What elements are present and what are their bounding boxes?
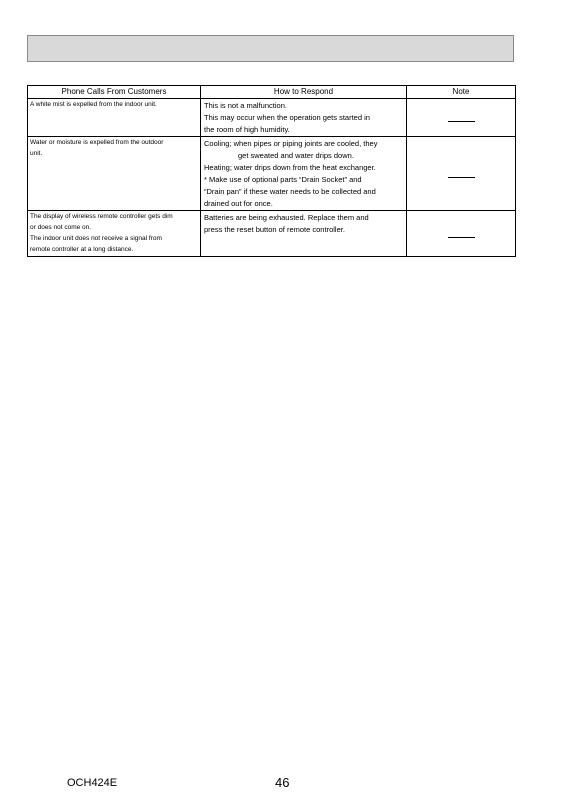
table-row — [28, 137, 516, 211]
respond-cell — [201, 137, 407, 211]
note-dash — [448, 121, 475, 122]
respond-text: This is not a malfunction. — [204, 101, 287, 110]
note-cell — [407, 137, 516, 211]
troubleshooting-table — [27, 85, 516, 257]
respond-text: Heating; water drips down from the heat exchanger. — [204, 163, 376, 172]
call-text: The indoor unit does not receive a signal from — [30, 235, 162, 242]
call-text: remote controller at a long distance. — [30, 246, 134, 253]
section-header-bar — [27, 35, 514, 62]
call-text: or does not come on. — [30, 224, 92, 231]
respond-cell — [201, 211, 407, 257]
call-text: unit. — [30, 150, 43, 157]
note-dash — [448, 177, 475, 178]
call-text: The display of wireless remote controller gets dim — [30, 213, 173, 220]
respond-text: “Drain pan” if these water needs to be collected and — [204, 187, 376, 196]
respond-text: Cooling; when pipes or piping joints are cooled, they — [204, 139, 378, 148]
table-header-row — [28, 86, 516, 99]
page-number: 46 — [275, 775, 290, 790]
call-cell — [28, 137, 201, 211]
document-code: OCH424E — [67, 777, 118, 789]
respond-text: press the reset button of remote controller. — [204, 225, 345, 234]
note-cell — [407, 99, 516, 137]
note-cell — [407, 211, 516, 257]
note-dash — [448, 237, 475, 238]
call-text: A white mist is expelled from the indoor unit. — [30, 101, 157, 108]
call-cell — [28, 99, 201, 137]
respond-text: Batteries are being exhausted. Replace them and — [204, 213, 369, 222]
call-text: Water or moisture is expelled from the outdoor — [30, 139, 164, 146]
respond-text: This may occur when the operation gets started in — [204, 113, 370, 122]
call-cell — [28, 211, 201, 257]
respond-text: get sweated and water drips down. — [238, 151, 354, 160]
respond-text: drained out for once. — [204, 199, 273, 208]
respond-text: the room of high humidity. — [204, 125, 290, 134]
respond-cell — [201, 99, 407, 137]
table-row — [28, 99, 516, 137]
header-phone-calls: Phone Calls From Customers — [28, 86, 201, 99]
table-row — [28, 211, 516, 257]
header-how-to-respond: How to Respond — [201, 86, 407, 99]
header-note: Note — [407, 86, 516, 99]
respond-text: * Make use of optional parts “Drain Socket” and — [204, 175, 362, 184]
